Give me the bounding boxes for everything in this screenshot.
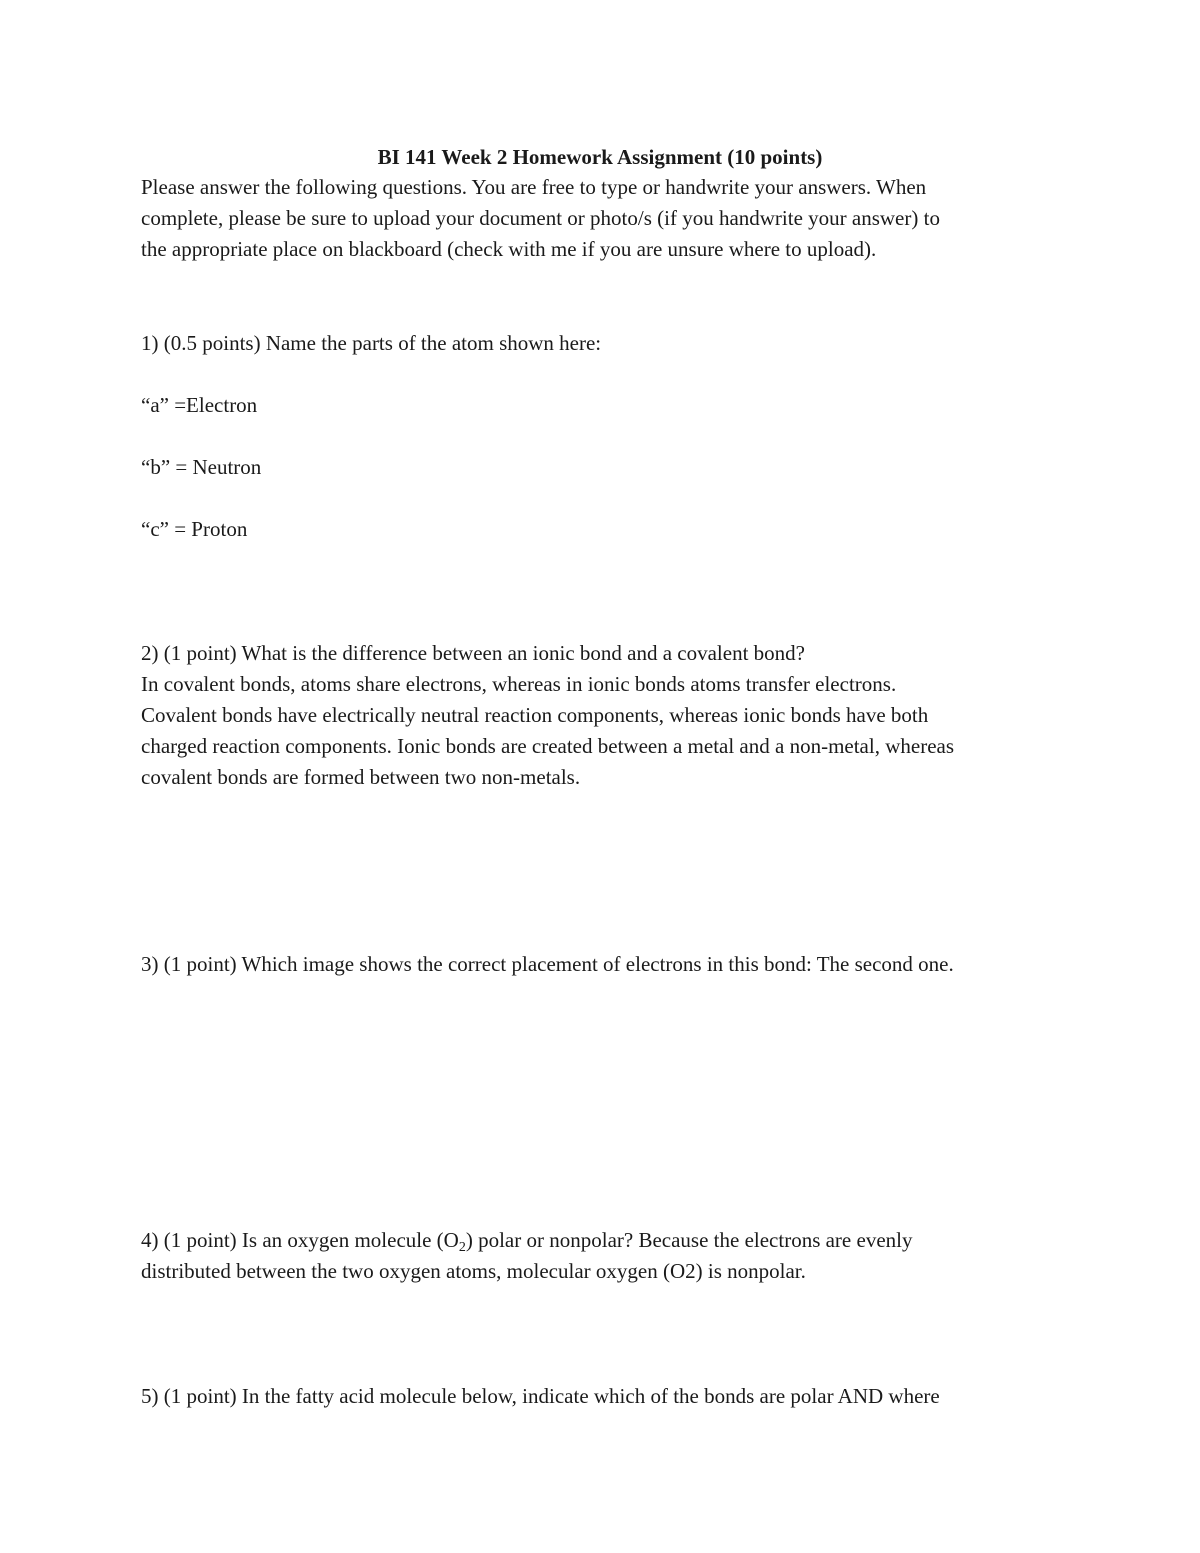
intro-line-1: Please answer the following questions. You are free to type or handwrite your answers. When: [141, 175, 927, 199]
answer-1a: “a” =Electron: [141, 393, 258, 417]
question-4-part-1: 4) (1 point) Is an oxygen molecule (O: [141, 1228, 459, 1252]
question-5: 5) (1 point) In the fatty acid molecule below, indicate which of the bonds are polar AND where: [141, 1384, 940, 1408]
question-2: 2) (1 point) What is the difference between an ionic bond and a covalent bond?: [141, 641, 805, 665]
intro-line-3: the appropriate place on blackboard (check with me if you are unsure where to upload).: [141, 237, 877, 261]
answer-2-line-3: charged reaction components. Ionic bonds are created between a metal and a non-metal, whereas: [141, 734, 955, 758]
answer-1c: “c” = Proton: [141, 517, 248, 541]
answer-2-line-1: In covalent bonds, atoms share electrons, whereas in ionic bonds atoms transfer electrons.: [141, 672, 897, 696]
intro-line-2: complete, please be sure to upload your document or photo/s (if you handwrite your answer) to: [141, 206, 940, 230]
question-4: [141, 1225, 912, 1256]
question-4-part-2: ) polar or nonpolar? Because the electrons are evenly: [465, 1228, 913, 1252]
answer-2-line-2: Covalent bonds have electrically neutral reaction components, whereas ionic bonds have both: [141, 703, 929, 727]
page-title: BI 141 Week 2 Homework Assignment (10 points): [377, 145, 823, 169]
question-3: 3) (1 point) Which image shows the correct placement of electrons in this bond: The second one.: [141, 952, 954, 976]
answer-2-line-4: covalent bonds are formed between two non-metals.: [141, 765, 581, 789]
answer-1b: “b” = Neutron: [141, 455, 262, 479]
oxygen-subscript: 2: [458, 1240, 466, 1255]
answer-4-line-2: distributed between the two oxygen atoms, molecular oxygen (O2) is nonpolar.: [141, 1259, 806, 1283]
question-1: 1) (0.5 points) Name the parts of the atom shown here:: [141, 331, 602, 355]
